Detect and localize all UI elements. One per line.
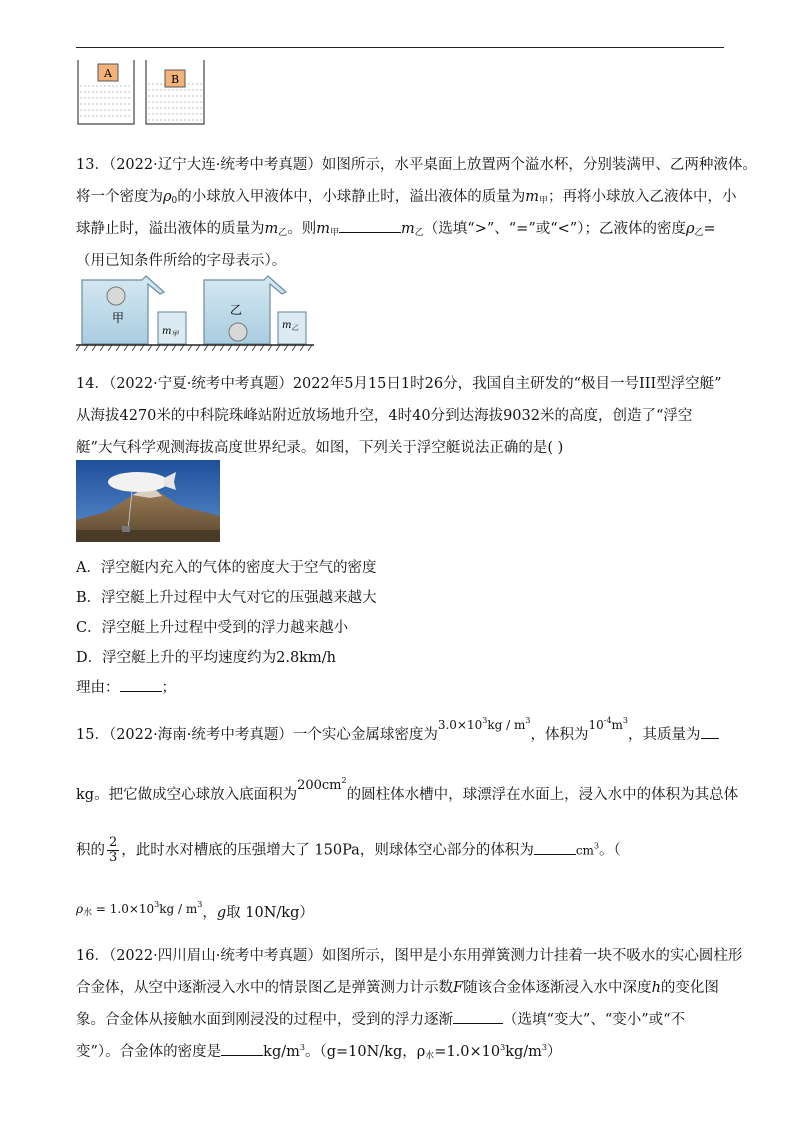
q14-option-a[interactable]: A．浮空艇内充入的气体的密度大于空气的密度 — [76, 560, 377, 576]
q15-source: （2022·海南·统考中考真题） — [108, 727, 293, 743]
q16-number: 16． — [76, 948, 109, 964]
q14-option-d[interactable]: D．浮空艇上升的平均速度约为2.8km/h — [76, 650, 336, 666]
q13-line2: 将一个密度为$\rho_0$的小球放入甲液体中，小球静止时，溢出液体的质量为$m_甲$；再将小球放入乙液体中，小 — [76, 189, 737, 206]
q13-line4: （用已知条件所给的字母表示）。 — [76, 253, 287, 269]
liquid-yi-label: 乙 — [230, 303, 243, 317]
q15-blank-mass[interactable] — [701, 724, 719, 739]
q15-line1: 15．（2022·海南·统考中考真题）一个实心金属球密度为$^{3.0\times 10^3kg / m^3}$，体积为$^{10^{-4}m^3}$，其质量为 — [76, 716, 719, 744]
q14-source: （2022·宁夏·统考中考真题） — [108, 376, 293, 392]
figure-overflow-cups — [76, 272, 316, 354]
q14-line2: 从海拔4270米的中科院珠峰站附近放场地升空，4时40分到达海拔9032米的高度，创造了“浮空 — [76, 408, 693, 424]
q16-line2: 合金体，从空中逐渐浸入水中的情景图乙是弹簧测力计示数F随该合金体逐渐浸入水中深度h的变化图 — [76, 980, 719, 996]
label-a: A — [104, 67, 112, 80]
q16-blank-buoyancy[interactable] — [453, 1009, 503, 1024]
ball-yi — [229, 323, 247, 341]
cup-m-jia-label: $m_甲$ — [162, 326, 179, 338]
q15-rho-water: ρ水 = 1.0×103kg / m3 — [76, 900, 203, 918]
q13-line3: 球静止时，溢出液体的质量为$m_乙$。则$m_甲$ $m_乙$（选填“>”、“=”或“<”）；乙液体的密度$\rho_乙=$ — [76, 217, 716, 238]
q15-line3: 积的 $\frac{2}{3}$ ，此时水对槽底的压强增大了 150Pa，则球体空心部分的体积为 $cm^3$。（ — [76, 835, 621, 865]
q16-line4: 变”）。合金体的密度是 $kg/m^3$。（g=10N/kg，$\rho_水=1.0\times 10^3kg/m^3$） — [76, 1043, 562, 1061]
q13-source: （2022·辽宁大连·统考中考真题） — [108, 157, 322, 173]
q15-density: 3.0×103kg / m3 — [437, 716, 531, 732]
q14-line3: 艇”大气科学观测海拔高度世界纪录。如图，下列关于浮空艇说法正确的是( ) — [76, 440, 564, 456]
q14-option-b[interactable]: B．浮空艇上升过程中大气对它的压强越来越大 — [76, 590, 377, 606]
q15-fraction: $\frac{2}{3}$ — [109, 835, 118, 865]
q16-blank-density[interactable] — [221, 1041, 263, 1056]
q13-line1: 13．（2022·辽宁大连·统考中考真题）如图所示，水平桌面上放置两个溢水杯，分别装满甲、乙两种液体。 — [76, 157, 757, 173]
label-b: B — [170, 73, 180, 86]
q14-number: 14． — [76, 376, 109, 392]
q16-line1: 16．（2022·四川眉山·统考中考真题）如图所示，图甲是小东用弹簧测力计挂着一块不吸水的实心圆柱形 — [76, 948, 743, 964]
q15-line2: kg。把它做成空心球放入底面积为$200cm^2$的圆柱体水槽中，球漂浮在水面上，浸入水中的体积为其总体 — [76, 776, 739, 803]
q14-option-c[interactable]: C．浮空艇上升过程中受到的浮力越来越小 — [76, 620, 349, 636]
q15-blank-volume[interactable] — [534, 840, 576, 855]
airship-photo — [76, 460, 220, 542]
cup-m-yi-label: $m_乙$ — [282, 320, 299, 332]
q16-line3: 象。合金体从接触水面到刚浸没的过程中，受到的浮力逐渐 （选填“变大”、“变小”或“不 — [76, 1008, 685, 1029]
q13-blank-1[interactable] — [339, 218, 401, 233]
q15-line4: $^{\rho_水 = 1.0\times 10^3kg / m^3}$，g取 10N/kg） — [76, 900, 314, 921]
q13-number: 13． — [76, 157, 109, 173]
ball-jia — [107, 287, 125, 305]
q14-reason-blank[interactable] — [120, 677, 162, 692]
q16-source: （2022·四川眉山·统考中考真题） — [108, 948, 322, 964]
figure-blocks-ab — [76, 58, 211, 128]
q14-reason: 理由： ； — [76, 676, 176, 697]
q15-volume: 10-4m3 — [588, 716, 629, 732]
q15-number: 15． — [76, 727, 109, 743]
q14-line1: 14．（2022·宁夏·统考中考真题）2022年5月15日1时26分，我国自主研发的“极目一号III型浮空艇” — [76, 376, 722, 392]
header-rule — [76, 47, 724, 48]
q15-area: $200cm^2$ — [297, 776, 347, 793]
liquid-jia-label: 甲 — [112, 311, 125, 325]
